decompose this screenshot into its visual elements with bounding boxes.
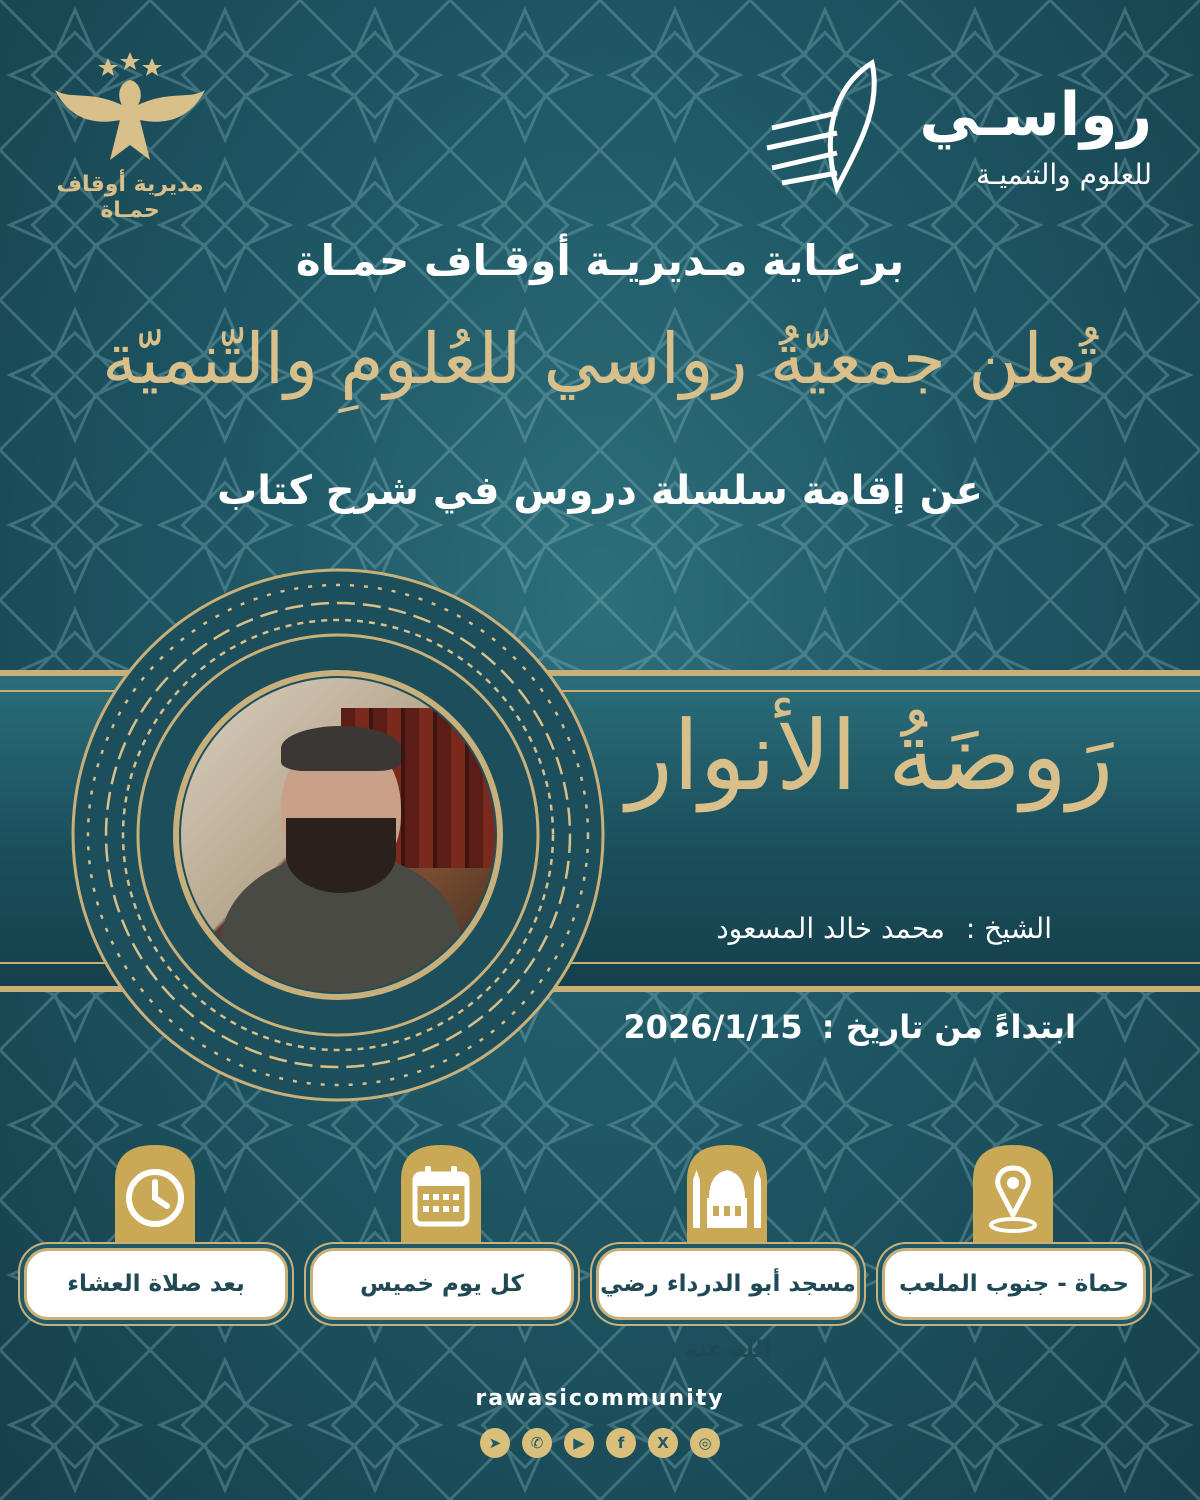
mosque-icon xyxy=(677,1140,777,1250)
card-time-text: بعد صلاة العشاء xyxy=(24,1248,288,1320)
whatsapp-icon[interactable]: ✆ xyxy=(522,1428,552,1458)
start-label: ابتداءً من تاريخ : xyxy=(821,1008,1076,1046)
announce-text: تُعلن جمعيّةُ رواسي للعُلومِ والتّنميّة xyxy=(102,318,1098,400)
instagram-icon[interactable]: ◎ xyxy=(690,1428,720,1458)
awqaf-logo xyxy=(50,50,210,223)
calendar-icon xyxy=(391,1140,491,1250)
start-date-line xyxy=(623,1008,1076,1046)
sheikh-name: محمد خالد المسعود xyxy=(716,912,945,945)
card-location-text: حماة - جنوب الملعب xyxy=(882,1248,1146,1320)
eagle-emblem-icon xyxy=(50,50,210,170)
brand-name: رواسـي xyxy=(919,80,1152,150)
sheikh-line xyxy=(716,912,1052,945)
portrait-frame xyxy=(68,565,608,1105)
rawasi-logo xyxy=(762,58,1152,198)
book-title: رَوضَةُ الأنوار xyxy=(626,700,1114,812)
photo-hair xyxy=(281,726,401,771)
sheikh-photo xyxy=(181,678,495,992)
location-pin-icon xyxy=(963,1140,1063,1250)
partner-line-2: حمـاة xyxy=(100,198,160,223)
clock-icon xyxy=(105,1140,205,1250)
card-mosque-text: مسجد أبو الدرداء رضي الله عنه xyxy=(596,1248,860,1320)
social-handle[interactable]: rawasicommunity xyxy=(475,1386,725,1411)
x-icon[interactable]: X xyxy=(648,1428,678,1458)
card-day-text: كل يوم خميس xyxy=(310,1248,574,1320)
quill-book-icon xyxy=(762,58,912,198)
partner-line-1: مديرية أوقاف xyxy=(56,172,204,197)
series-text: عن إقامة سلسلة دروس في شرح كتاب xyxy=(217,468,983,514)
sheikh-label: الشيخ : xyxy=(965,912,1052,945)
youtube-icon[interactable]: ▶ xyxy=(564,1428,594,1458)
facebook-icon[interactable]: f xyxy=(606,1428,636,1458)
brand-tagline: للعلوم والتنميـة xyxy=(976,158,1152,191)
sponsor-text: برعـاية مـديريـة أوقـاف حمـاة xyxy=(295,236,905,285)
photo-beard xyxy=(286,818,396,893)
start-date: 2026/1/15 xyxy=(623,1008,803,1046)
telegram-icon[interactable]: ➤ xyxy=(480,1428,510,1458)
